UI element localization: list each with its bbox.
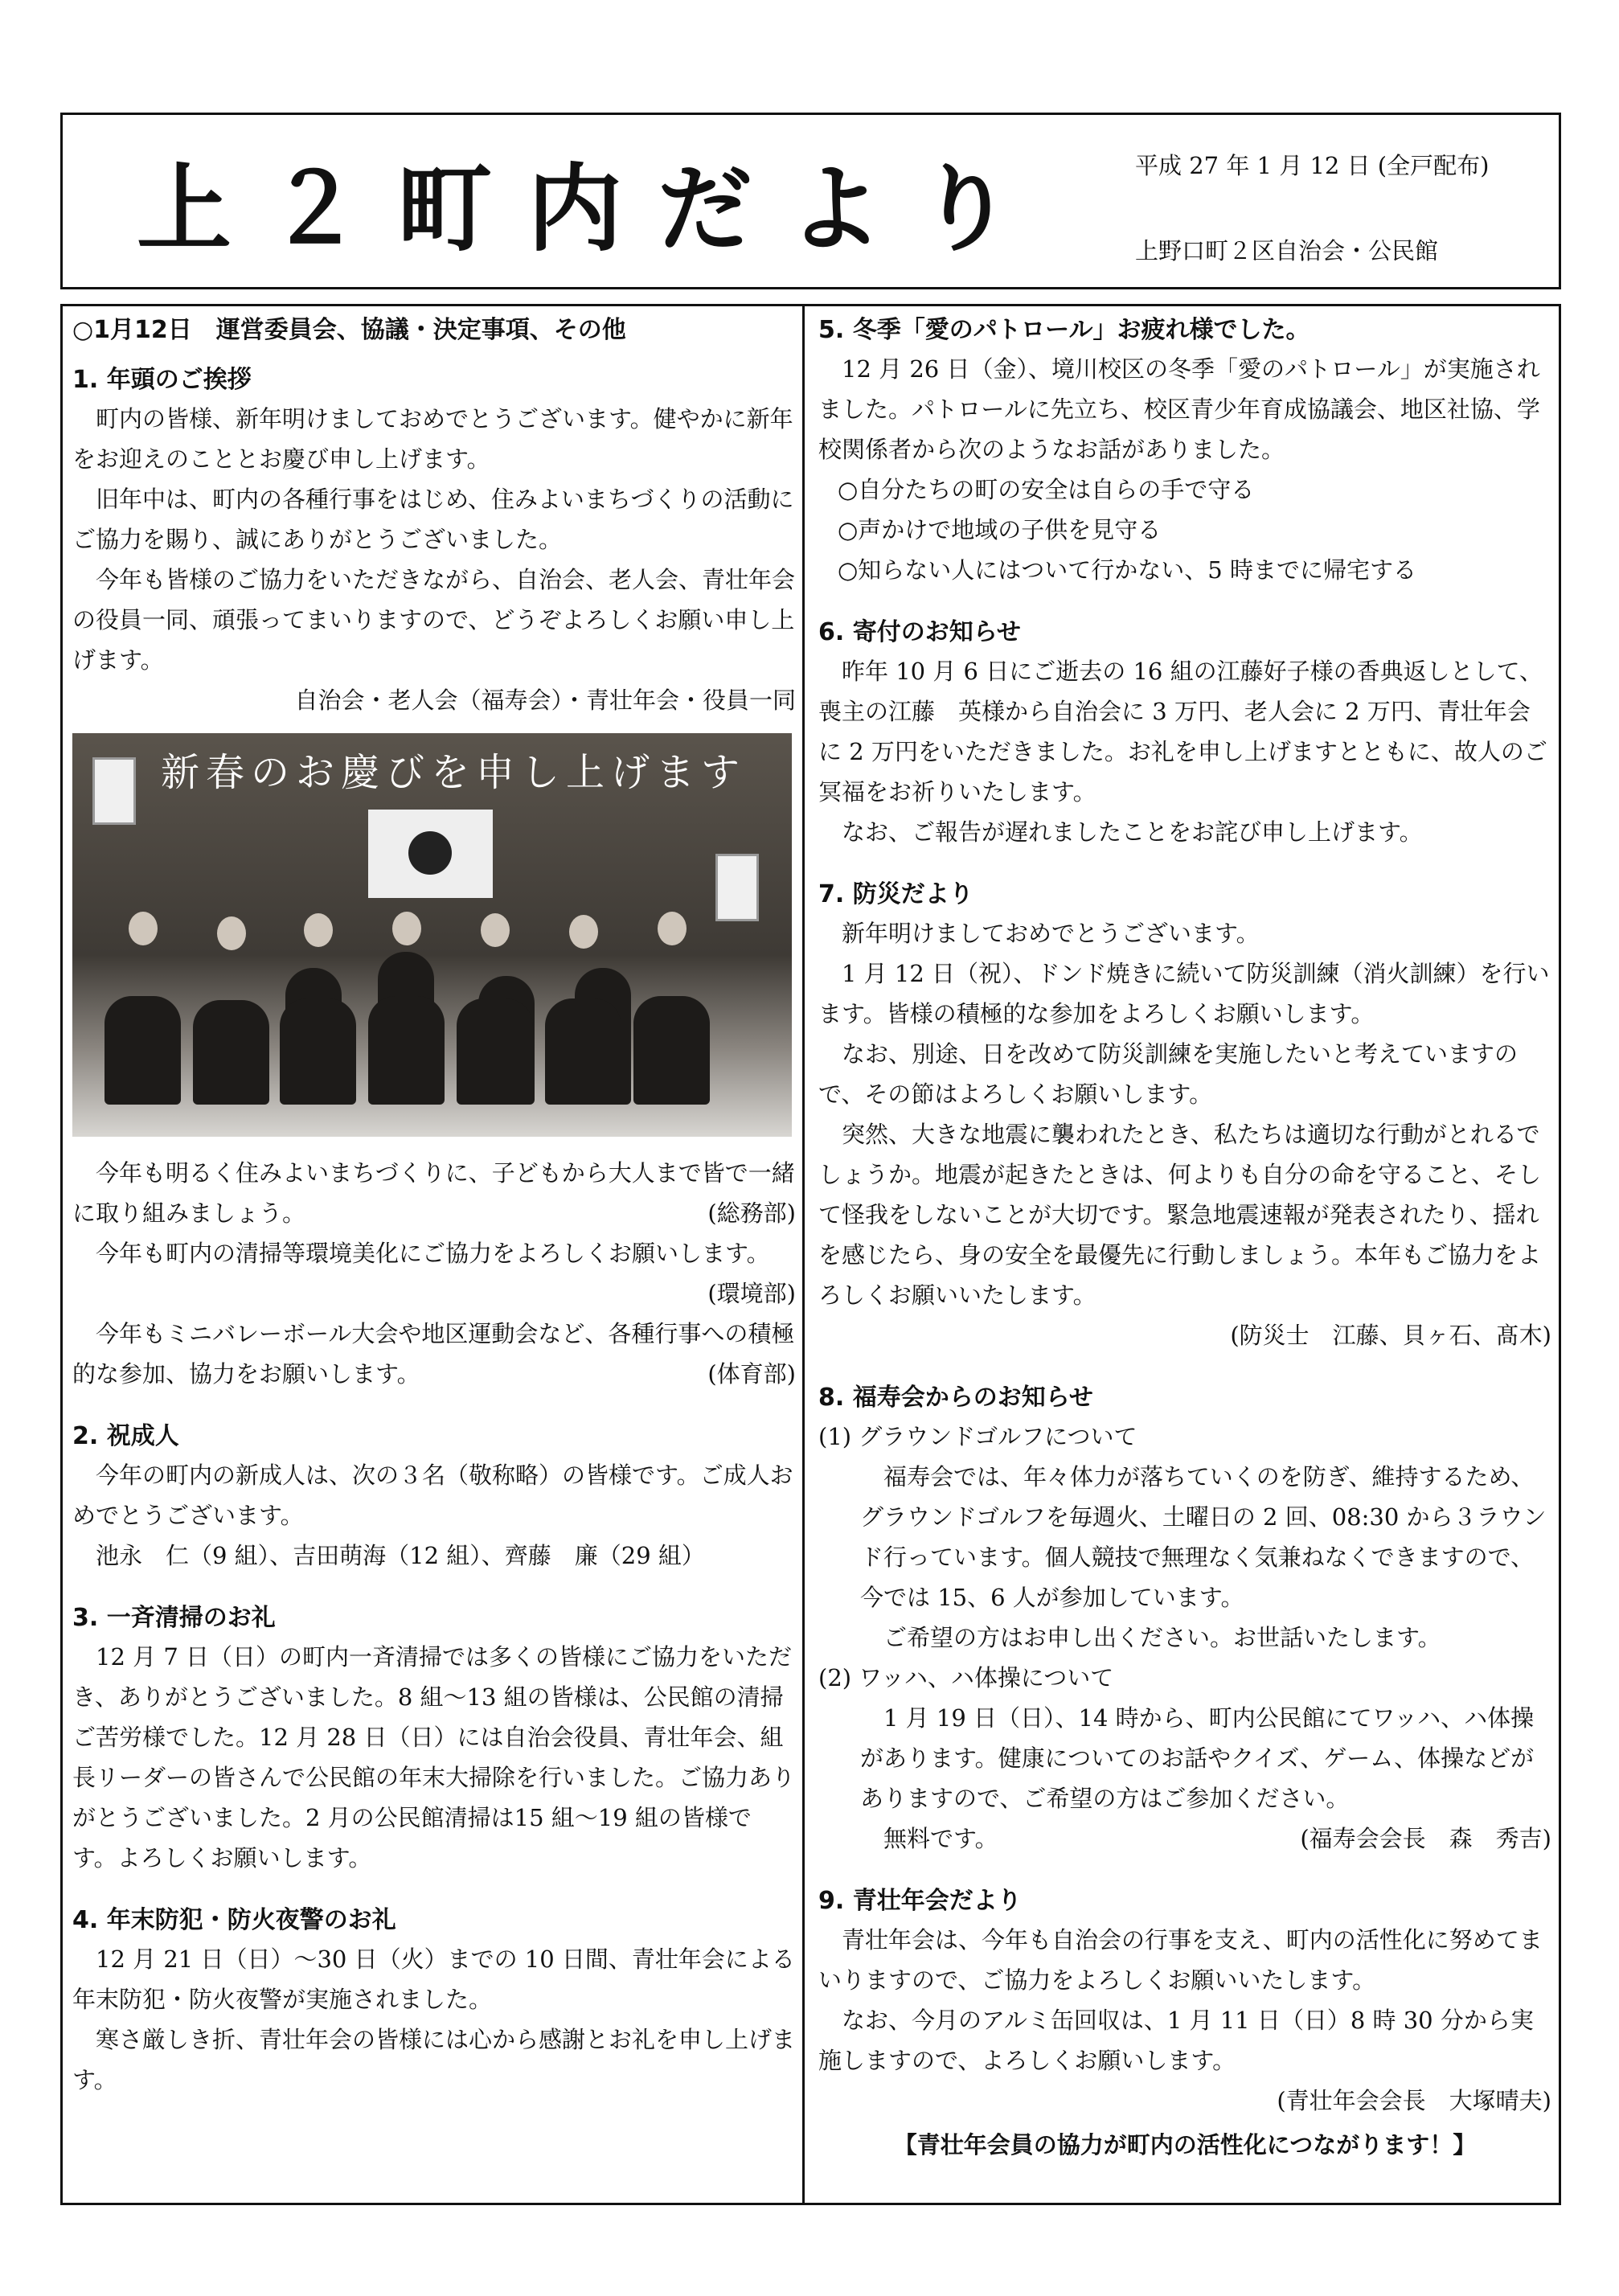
- paragraph: ご希望の方はお申し出ください。お世話いたします。: [883, 1624, 1441, 1651]
- person: [368, 996, 445, 1105]
- paragraph: 突然、大きな地震に襲われたとき、私たちは適切な行動がとれるでしょうか。地震が起きたときは、何よりも自分の命を守ること、そして怪我をしないことが大切です。緊急地震速報が発表されたり、揺れを感じたら、身の安全を最優先に行動しましょう。本年もご協力をよろしくお願いいたします。: [818, 1121, 1542, 1309]
- paragraph: 旧年中は、町内の各種行事をはじめ、住みよいまちづくりの活動にご協力を賜り、誠にありがとうございました。: [72, 486, 794, 553]
- section-title: 7. 防災だより: [818, 880, 973, 908]
- section-title: 9. 青壮年会だより: [818, 1887, 1022, 1915]
- paragraph: 今年も皆様のご協力をいただきながら、自治会、老人会、青壮年会の役員一同、頑張ってまいりますので、どうぞよろしくお願い申し上げます。: [72, 566, 796, 674]
- face: [481, 913, 510, 947]
- free-note: 無料です。: [883, 1825, 998, 1852]
- section-title: 4. 年末防犯・防火夜警のお礼: [72, 1906, 396, 1934]
- wall-plaque: [92, 757, 136, 825]
- list-item: ○自分たちの町の安全は自らの手で守る: [838, 476, 1255, 503]
- section-title: 3. 一斉清掃のお礼: [72, 1604, 276, 1632]
- group-photo: [72, 733, 792, 1137]
- signature: (防災士 江藤、貝ヶ石、髙木): [1230, 1322, 1551, 1349]
- left-column: [72, 312, 796, 2100]
- paragraph: 福寿会では、年々体力が落ちていくのを防ぎ、維持するため、グラウンドゴルフを毎週火、土曜日の 2 回、08:30 から３ラウンド行っています。個人競技で無理なく気兼ねなくできますので、今では 15、6 人が参加しています。: [860, 1463, 1547, 1611]
- new-adults-list: 池永 仁（9 組）、吉田萌海（12 組）、齊藤 廉（29 組）: [96, 1542, 705, 1569]
- meeting-heading: ○1月12日 運営委員会、協議・決定事項、その他: [72, 316, 626, 344]
- closing-slogan: 【青壮年会員の協力が町内の活性化につながります！】: [893, 2131, 1477, 2159]
- right-column: [818, 312, 1551, 2187]
- department-tag: (環境部): [707, 1280, 796, 1307]
- paragraph: 寒さ厳しき折、青壮年会の皆様には心から感謝とお礼を申し上げます。: [72, 2026, 796, 2093]
- department-tag: (体育部): [707, 1360, 796, 1388]
- face: [217, 916, 246, 950]
- subheading: (1) グラウンドゴルフについて: [818, 1423, 1137, 1450]
- section-title: 1. 年頭のご挨拶: [72, 366, 252, 394]
- person: [457, 998, 533, 1105]
- paragraph: 昨年 10 月 6 日にご逝去の 16 組の江藤好子様の香典返しとして、喪主の江藤 英様から自治会に 3 万円、老人会に 2 万円、青壮年会に 2 万円をいただきました。お礼を申し上げますとともに、故人のご冥福をお祈りいたします。: [818, 658, 1547, 806]
- paragraph: 1 月 19 日（日）、14 時から、町内公民館にてワッハ、ハ体操があります。健康についてのお話やクイズ、ゲーム、体操などがありますので、ご希望の方はご参加ください。: [860, 1704, 1535, 1812]
- signature-row: [818, 1818, 1551, 1859]
- signature: (青壮年会会長 大塚晴夫): [1277, 2087, 1551, 2114]
- paragraph: 青壮年会は、今年も自治会の行事を支え、町内の活性化に努めてまいりますので、ご協力をよろしくお願いいたします。: [818, 1926, 1543, 1994]
- issue-date: 平成 27 年 1 月 12 日 (全戸配布): [1135, 152, 1490, 179]
- paragraph: 12 月 7 日（日）の町内一斉清掃では多くの皆様にご協力をいただき、ありがとうございました。8 組～13 組の皆様は、公民館の清掃ご苦労様でした。12 月 28 日（日）には自治会役員、青壮年会、組長リーダーの皆さんで公民館の年末大掃除を行いました。ご協力ありがとうございました。2 月の公民館清掃は15 組～19 組の皆様です。よろしくお願いします。: [72, 1643, 796, 1872]
- person: [633, 996, 710, 1105]
- paragraph: 今年の町内の新成人は、次の３名（敬称略）の皆様です。ご成人おめでとうございます。: [72, 1462, 793, 1529]
- subheading: (2) ワッハ、ハ体操について: [818, 1664, 1114, 1691]
- photo-caption: 新春のお慶びを申し上げます: [161, 750, 747, 795]
- paragraph: 12 月 21 日（日）～30 日（火）までの 10 日間、青壮年会による年末防犯・防火夜警が実施されました。: [72, 1945, 795, 2013]
- person: [193, 1000, 269, 1105]
- signature: (福寿会会長 森 秀吉): [1300, 1825, 1551, 1852]
- paragraph: なお、別途、日を改めて防災訓練を実施したいと考えていますので、その節はよろしくお願いします。: [818, 1040, 1519, 1108]
- paragraph: 今年もミニバレーボール大会や地区運動会など、各種行事への積極的な参加、協力をお願いします。: [72, 1320, 795, 1388]
- section-title: 5. 冬季「愛のパトロール」お疲れ様でした。: [818, 316, 1310, 344]
- signature: 自治会・老人会（福寿会）・青壮年会・役員一同: [294, 687, 796, 714]
- paragraph: なお、ご報告が遅れましたことをお詫び申し上げます。: [842, 818, 1423, 846]
- department-tag: (総務部): [707, 1199, 796, 1227]
- person: [105, 996, 181, 1105]
- person: [545, 998, 621, 1105]
- newsletter-title: 上２町内だより: [137, 153, 1049, 264]
- list-item: ○声かけで地域の子供を見守る: [838, 516, 1162, 543]
- section-title: 8. 福寿会からのお知らせ: [818, 1384, 1093, 1412]
- face: [658, 912, 687, 945]
- paragraph: 1 月 12 日（祝）、ドンド焼きに続いて防災訓練（消火訓練）を行います。皆様の積極的な参加をよろしくお願いします。: [818, 960, 1550, 1027]
- face: [129, 912, 158, 945]
- paragraph: 今年も町内の清掃等環境美化にご協力をよろしくお願いします。: [96, 1240, 770, 1267]
- section-title: 6. 寄付のお知らせ: [818, 618, 1021, 646]
- paragraph: 12 月 26 日（金）、境川校区の冬季「愛のパトロール」が実施されました。パトロールに先立ち、校区青少年育成協議会、地区社協、学校関係者から次のようなお話がありました。: [818, 355, 1540, 463]
- paragraph: なお、今月のアルミ缶回収は、1 月 11 日（日）8 時 30 分から実施しますので、よろしくお願いします。: [818, 2007, 1534, 2074]
- wall-plaque: [715, 854, 759, 921]
- person: [280, 998, 356, 1105]
- face: [392, 912, 421, 945]
- paragraph: 町内の皆様、新年明けましておめでとうございます。健やかに新年をお迎えのこととお慶び申し上げます。: [72, 405, 793, 473]
- paragraph: 新年明けましておめでとうございます。: [842, 920, 1260, 947]
- list-item: ○知らない人にはついて行かない、5 時までに帰宅する: [838, 556, 1416, 584]
- face: [304, 913, 333, 947]
- flag-emblem: [408, 831, 452, 875]
- face: [569, 915, 598, 949]
- paragraph: 今年も明るく住みよいまちづくりに、子どもから大人まで皆で一緒に取り組みましょう。: [72, 1159, 795, 1227]
- publisher: 上野口町２区自治会・公民館: [1135, 237, 1439, 264]
- section-title: 2. 祝成人: [72, 1422, 179, 1450]
